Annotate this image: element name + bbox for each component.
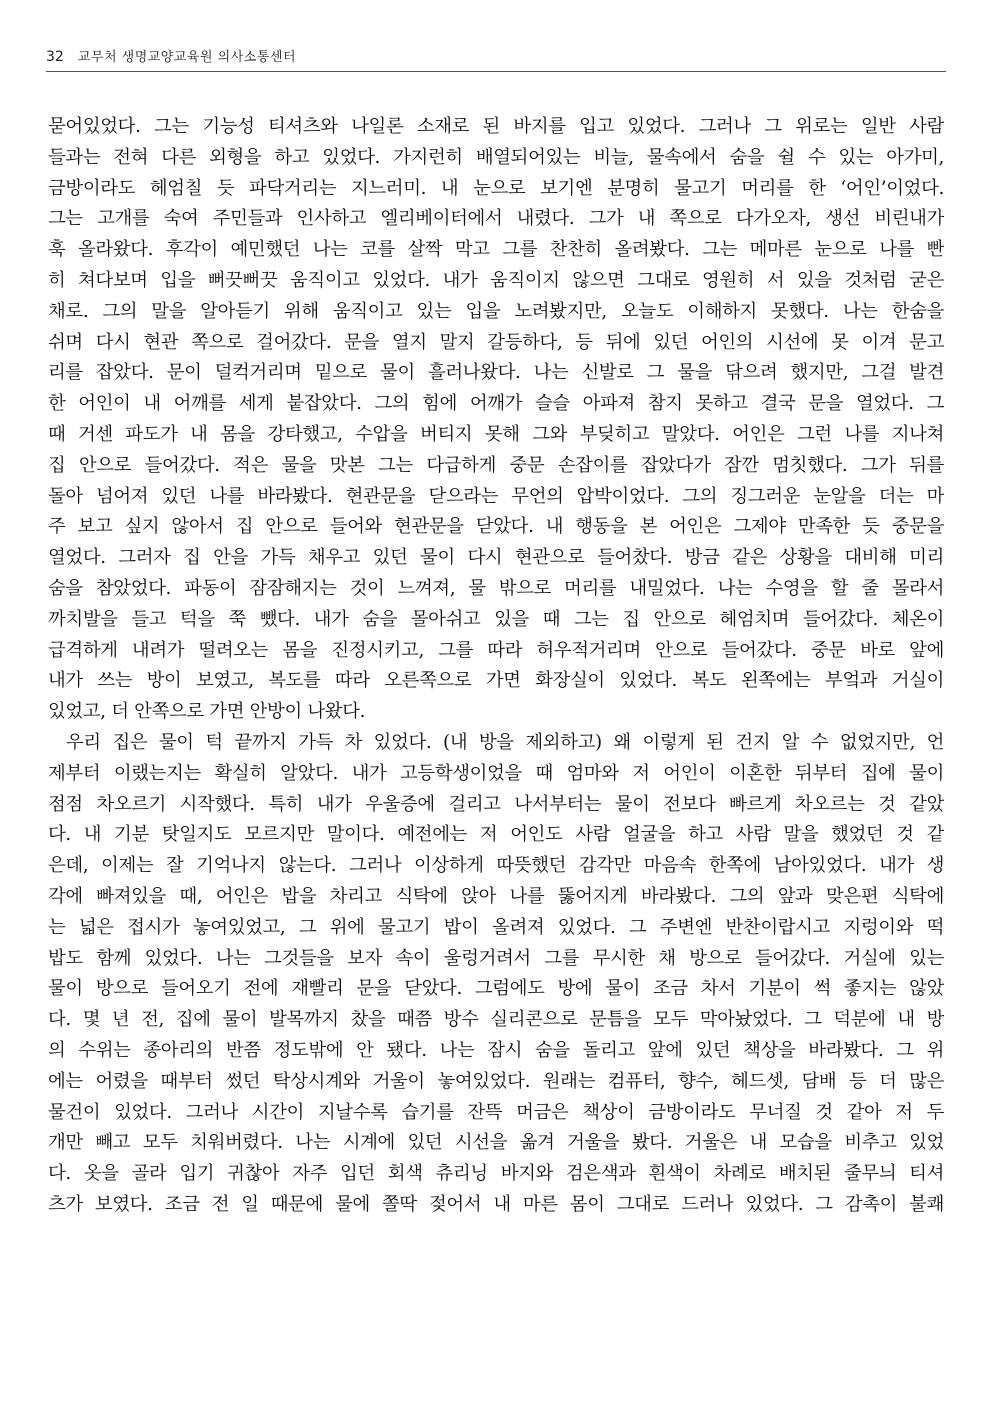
text-line: 숨을 참았었다. 파동이 잠잠해지는 것이 느껴져, 물 밖으로 머리를 내밀었다. 나는 수영을 할 줄 몰라서 bbox=[48, 577, 944, 599]
text-line: 한 어인이 내 어깨를 세게 붙잡았다. 그의 힘에 어깨가 슬슬 아파져 참지 못하고 결국 문을 열었다. 그 bbox=[48, 393, 944, 415]
text-line: 그는 고개를 숙여 주민들과 인사하고 엘리베이터에서 내렸다. 그가 내 쪽으로 다가오자, 생선 비린내가 bbox=[48, 208, 944, 230]
paragraph-start-line: 우리 집은 물이 턱 끝까지 가득 차 있었다. (내 방을 제외하고) 왜 이렇게 된 건지 알 수 없었지만, 언 bbox=[66, 731, 944, 753]
paragraph-end-line: 있었고, 더 안쪽으로 가면 안방이 나왔다. bbox=[48, 701, 366, 723]
text-line: 때 거센 파도가 내 몸을 강타했고, 수압을 버티지 못해 그와 부딪히고 말았다. 어인은 그런 나를 지나쳐 bbox=[48, 423, 944, 445]
text-line: 금방이라도 헤엄칠 듯 파닥거리는 지느러미. 내 눈으로 보기엔 분명히 물고기 머리를 한 ‘어인’이었다. bbox=[48, 177, 944, 199]
text-line: 내가 쓰는 방이 보였고, 복도를 따라 오른쪽으로 가면 화장실이 있었다. 복도 왼쪽에는 부엌과 거실이 bbox=[48, 670, 944, 692]
text-line: 물건이 있었다. 그러나 시간이 지날수록 습기를 잔뜩 머금은 책상이 금방이라도 무너질 것 같아 저 두 bbox=[48, 1101, 944, 1123]
text-line: 히 쳐다보며 입을 뻐끗뻐끗 움직이고 있었다. 내가 움직이지 않으면 그대로 영원히 서 있을 것처럼 굳은 bbox=[48, 269, 944, 291]
text-line: 는 넓은 접시가 놓여있었고, 그 위에 물고기 밥이 올려져 있었다. 그 주변엔 반찬이랍시고 지렁이와 떡 bbox=[48, 916, 944, 938]
text-line: 까치발을 들고 턱을 쭉 뺐다. 내가 숨을 몰아쉬고 있을 때 그는 집 안으로 헤엄치며 들어갔다. 체온이 bbox=[48, 608, 944, 630]
text-line: 밥도 함께 있었다. 나는 그것들을 보자 속이 울렁거려서 그를 무시한 채 방으로 들어갔다. 거실에 있는 bbox=[48, 947, 944, 969]
text-line: 열었다. 그러자 집 안을 가득 채우고 있던 물이 다시 현관으로 들어찼다. 방금 같은 상황을 대비해 미리 bbox=[48, 547, 944, 569]
text-line: 개만 빼고 모두 치워버렸다. 나는 시계에 있던 시선을 옮겨 거울을 봤다. 거울은 내 모습을 비추고 있었 bbox=[48, 1132, 944, 1154]
text-line: 훅 올라왔다. 후각이 예민했던 나는 코를 살짝 막고 그를 찬찬히 올려봤다. 그는 메마른 눈으로 나를 빤 bbox=[48, 239, 944, 261]
text-line: 쉬며 다시 현관 쪽으로 걸어갔다. 문을 열지 말지 갈등하다, 등 뒤에 있던 어인의 시선에 못 이겨 문고 bbox=[48, 331, 944, 353]
text-line: 물이 방으로 들어오기 전에 재빨리 문을 닫았다. 그럼에도 방에 물이 조금 차서 기분이 썩 좋지는 않았 bbox=[48, 978, 944, 1000]
text-line: 채로. 그의 말을 알아듣기 위해 움직이고 있는 입을 노려봤지만, 오늘도 이해하지 못했다. 나는 한숨을 bbox=[48, 300, 944, 322]
page-header bbox=[46, 44, 946, 72]
text-line: 묻어있었다. 그는 기능성 티셔츠와 나일론 소재로 된 바지를 입고 있었다. 그러나 그 위로는 일반 사람 bbox=[48, 116, 944, 137]
text-line: 급격하게 내려가 떨려오는 몸을 진정시키고, 그를 따라 허우적거리며 안으로 들어갔다. 중문 바로 앞에 bbox=[48, 639, 944, 661]
text-line: 집 안으로 들어갔다. 적은 물을 맛본 그는 다급하게 중문 손잡이를 잡았다가 잠깐 멈칫했다. 그가 뒤를 bbox=[48, 454, 944, 476]
text-line: 제부터 이랬는지는 확실히 알았다. 내가 고등학생이었을 때 엄마와 저 어인이 이혼한 뒤부터 집에 물이 bbox=[48, 762, 944, 784]
running-title: 교무처 생명교양교육원 의사소통센터 bbox=[77, 50, 297, 65]
text-line: 각에 빠져있을 때, 어인은 밥을 차리고 식탁에 앉아 나를 뚫어지게 바라봤다. 그의 앞과 맞은편 식탁에 bbox=[48, 885, 944, 907]
text-line: 주 보고 싶지 않아서 집 안으로 들어와 현관문을 닫았다. 내 행동을 본 어인은 그제야 만족한 듯 중문을 bbox=[48, 516, 944, 538]
page-number: 32 bbox=[46, 49, 64, 65]
text-line: 점점 차오르기 시작했다. 특히 내가 우울증에 걸리고 나서부터는 물이 전보다 빠르게 차오르는 것 같았 bbox=[48, 793, 944, 815]
text-line: 다. 내 기분 탓일지도 모르지만 말이다. 예전에는 저 어인도 사람 얼굴을 하고 사람 말을 했었던 것 같 bbox=[48, 824, 944, 846]
text-line: 다. 옷을 골라 입기 귀찮아 자주 입던 회색 츄리닝 바지와 검은색과 흰색이 차례로 배치된 줄무늬 티셔 bbox=[48, 1163, 944, 1185]
text-line: 의 수위는 종아리의 반쯤 정도밖에 안 됐다. 나는 잠시 숨을 돌리고 앞에 있던 책상을 바라봤다. 그 위 bbox=[48, 1039, 944, 1061]
text-line: 돌아 넘어져 있던 나를 바라봤다. 현관문을 닫으라는 무언의 압박이었다. 그의 징그러운 눈알을 더는 마 bbox=[48, 485, 944, 507]
story-body bbox=[48, 112, 944, 1221]
text-line: 다. 몇 년 전, 집에 물이 발목까지 찼을 때쯤 방수 실리콘으로 문틈을 모두 막아놨었다. 그 덕분에 내 방 bbox=[48, 1009, 944, 1031]
text-line: 에는 어렸을 때부터 썼던 탁상시계와 거울이 놓여있었다. 원래는 컴퓨터, 향수, 헤드셋, 담배 등 더 많은 bbox=[48, 1070, 944, 1092]
text-line: 리를 잡았다. 문이 덜컥거리며 밑으로 물이 흘러나왔다. 나는 신발로 그 물을 닦으려 했지만, 그걸 발견 bbox=[48, 362, 944, 384]
text-line: 은데, 이제는 잘 기억나지 않는다. 그러나 이상하게 따뜻했던 감각만 마음속 한쪽에 남아있었다. 내가 생 bbox=[48, 855, 944, 877]
text-line: 츠가 보였다. 조금 전 일 때문에 물에 쫄딱 젖어서 내 마른 몸이 그대로 드러나 있었다. 그 감촉이 불쾌 bbox=[48, 1193, 944, 1215]
text-line: 들과는 전혀 다른 외형을 하고 있었다. 가지런히 배열되어있는 비늘, 물속에서 숨을 쉴 수 있는 아가미, bbox=[48, 146, 944, 168]
